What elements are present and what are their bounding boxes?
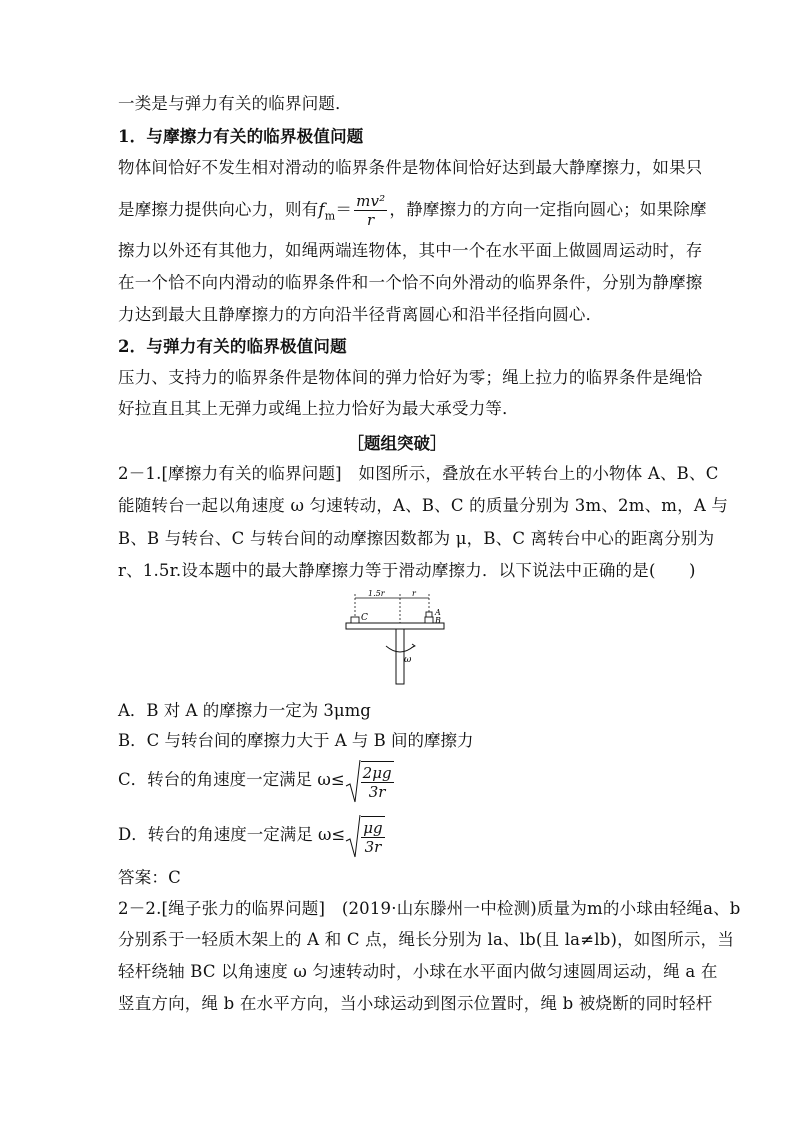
formula-eq: ＝: [335, 200, 353, 219]
section1-p1: 物体间恰好不发生相对滑动的临界条件是物体间恰好达到最大静摩擦力，如果只: [118, 158, 703, 177]
label-c: C: [361, 613, 368, 623]
turntable-figure: [340, 590, 460, 690]
intro-line: 一类是与弹力有关的临界问题．: [118, 94, 352, 113]
section2-p1: 压力、支持力的临界条件是物体间的弹力恰好为零；绳上拉力的临界条件是绳恰: [118, 368, 703, 387]
option-b: B．C 与转台间的摩擦力大于 A 与 B 间的摩擦力: [118, 731, 474, 750]
formula-f: f: [318, 200, 325, 219]
label-r: r: [412, 590, 416, 598]
option-a: A．B 对 A 的摩擦力一定为 3μmg: [118, 701, 371, 720]
q2-line3: 轻杆绕轴 BC 以角速度 ω 匀速转动时，小球在水平面内做匀速圆周运动，绳 a 在: [118, 962, 718, 981]
option-c-sqrt: [345, 758, 396, 804]
option-d-denominator: 3r: [364, 838, 382, 856]
option-d: [118, 812, 387, 859]
block-b: [425, 617, 433, 623]
option-d-sqrt: [345, 813, 386, 859]
q1-line2: 能随转台一起以角速度 ω 匀速转动，A、B、C 的质量分别为 3m、2m、m，A 与: [118, 496, 729, 515]
section1-p2a: 是摩擦力提供向心力，则有: [118, 200, 319, 219]
group-title: ［题组突破］: [347, 434, 447, 453]
option-c-numerator: 2μg: [362, 764, 392, 782]
formula-numerator: mv²: [356, 192, 386, 210]
option-c: [118, 757, 396, 804]
formula-f-sub: m: [324, 209, 336, 223]
label-a: A: [435, 608, 441, 617]
label-omega: ω: [404, 655, 412, 665]
answer-line: 答案：C: [118, 868, 181, 887]
q2-line1: 2－2.[绳子张力的临界问题] (2019·山东滕州一中检测)质量为m的小球由轻绳a、b: [118, 899, 741, 918]
section1-p2b: ，静摩擦力的方向一定指向圆心；如果除摩: [389, 200, 707, 219]
q1-line1: 2－1.[摩擦力有关的临界问题] 如图所示，叠放在水平转台上的小物体 A、B、C: [118, 464, 719, 483]
section1-p3: 擦力以外还有其他力，如绳两端连物体，其中一个在水平面上做圆周运动时，存: [118, 241, 703, 260]
rotation-arrowhead: [411, 644, 415, 648]
section2-heading: 2．与弹力有关的临界极值问题: [118, 337, 347, 356]
section1-p5: 力达到最大且静摩擦力的方向沿半径背离圆心和沿半径指向圆心．: [118, 305, 603, 324]
turntable-top: [346, 623, 444, 629]
block-c: [351, 617, 359, 623]
option-c-text: C．转台的角速度一定满足 ω≤: [118, 770, 345, 789]
q1-line3: B、B 与转台、C 与转台间的动摩擦因数都为 μ，B、C 离转台中心的距离分别为: [118, 529, 715, 548]
option-d-numerator: μg: [363, 819, 383, 837]
label-b: B: [435, 616, 441, 625]
label-15r: 1.5r: [368, 590, 385, 598]
q1-line4: r、1.5r.设本题中的最大静摩擦力等于滑动摩擦力．以下说法中正确的是( ): [118, 561, 696, 580]
section2-p2: 好拉直且其上无弹力或绳上拉力恰好为最大承受力等．: [118, 399, 519, 418]
option-c-denominator: 3r: [368, 783, 386, 801]
section1-p4: 在一个恰不向内滑动的临界条件和一个恰不向外滑动的临界条件，分别为静摩擦: [118, 273, 703, 292]
section1-heading: 1．与摩擦力有关的临界极值问题: [118, 127, 364, 146]
option-d-text: D．转台的角速度一定满足 ω≤: [118, 825, 346, 844]
formula-denominator: r: [367, 211, 375, 229]
turntable-shaft: [396, 629, 404, 684]
q2-line2: 分别系于一轻质木架上的 A 和 C 点，绳长分别为 la、lb(且 la≠lb)，如图所示，当: [118, 930, 735, 949]
q2-line4: 竖直方向，绳 b 在水平方向，当小球运动到图示位置时，绳 b 被烧断的同时轻杆: [118, 994, 713, 1013]
section1-p2: [118, 190, 707, 236]
block-a: [426, 612, 432, 617]
formula-fraction: [354, 192, 387, 229]
